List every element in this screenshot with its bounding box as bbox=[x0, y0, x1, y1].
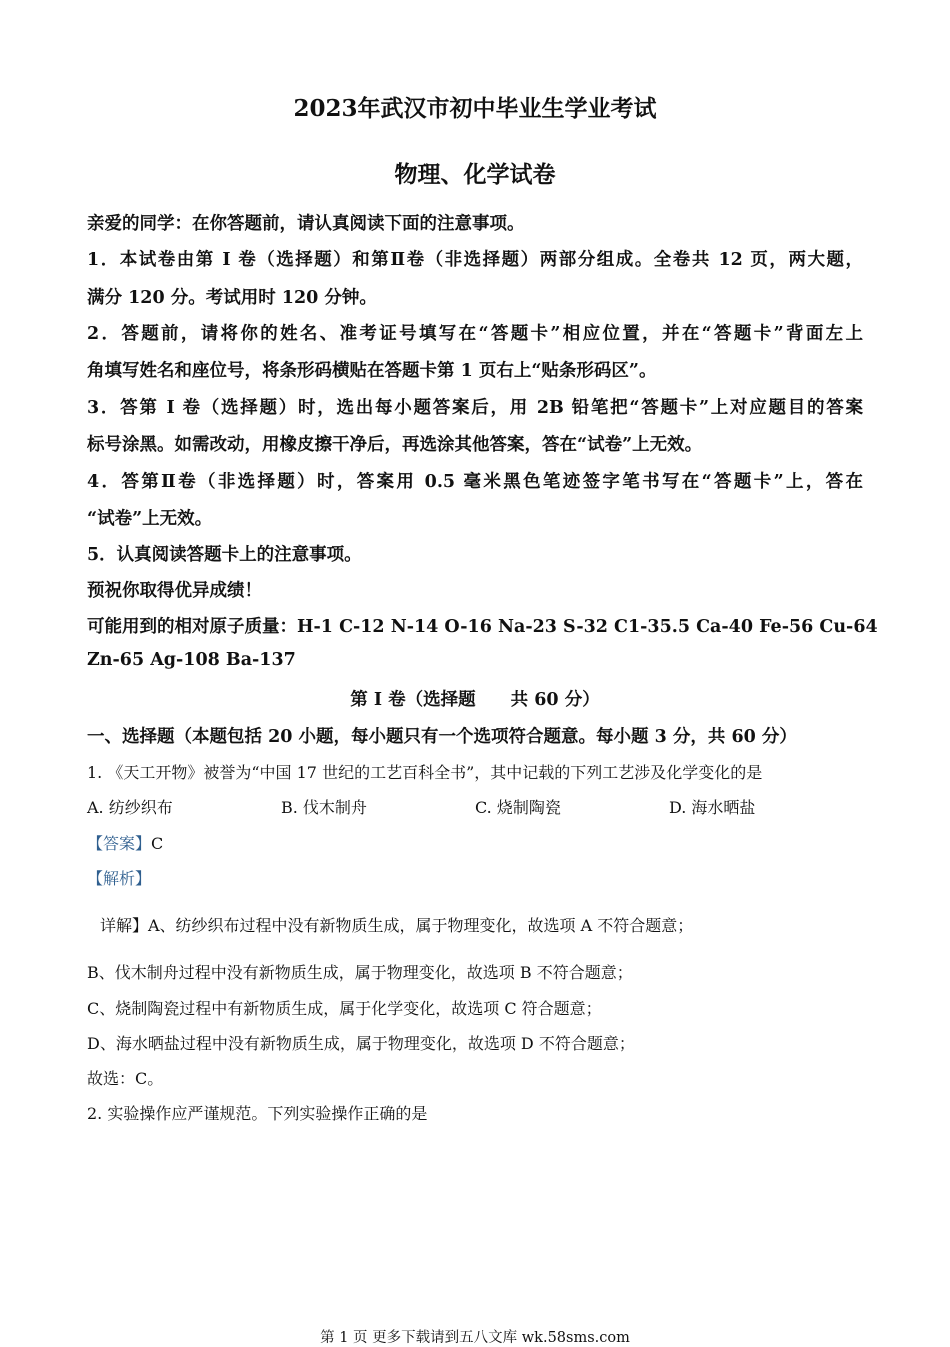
question-1-option-c: C. 烧制陶瓷 bbox=[475, 798, 561, 817]
note-5: 5．认真阅读答题卡上的注意事项。 bbox=[87, 545, 362, 565]
analysis-line-c: C、烧制陶瓷过程中有新物质生成，属于化学变化，故选项 C 符合题意； bbox=[87, 999, 602, 1018]
analysis-conclusion: 故选：C。 bbox=[87, 1069, 164, 1088]
note-4-line-2: “试卷”上无效。 bbox=[87, 509, 213, 529]
note-1-line-2: 满分 120 分。考试用时 120 分钟。 bbox=[87, 288, 377, 308]
question-1-stem: 1. 《天工开物》被誉为“中国 17 世纪的工艺百科全书”，其中记载的下列工艺涉及化学变化的是 bbox=[87, 763, 763, 782]
answer-row bbox=[87, 831, 163, 854]
answer-value: C bbox=[151, 834, 164, 853]
exam-subtitle: 物理、化学试卷 bbox=[394, 161, 556, 188]
question-2-stem: 2. 实验操作应严谨规范。下列实验操作正确的是 bbox=[87, 1104, 428, 1123]
note-1-line-1: 1．本试卷由第 I 卷（选择题）和第Ⅱ卷（非选择题）两部分组成。全卷共 12 页，两大题， bbox=[87, 250, 863, 270]
page-footer: 第 1 页 更多下载请到五八文库 wk.58sms.com bbox=[320, 1330, 630, 1346]
intro-text: 亲爱的同学：在你答题前，请认真阅读下面的注意事项。 bbox=[87, 214, 525, 234]
note-2-line-2: 角填写姓名和座位号，将条形码横贴在答题卡第 1 页右上“贴条形码区”。 bbox=[87, 361, 657, 381]
exam-title: 2023年武汉市初中毕业生学业考试 bbox=[293, 95, 657, 122]
part-heading: 一、选择题（本题包括 20 小题，每小题只有一个选项符合题意。每小题 3 分，共 60 分） bbox=[87, 727, 797, 747]
wish-text: 预祝你取得优异成绩！ bbox=[87, 581, 262, 601]
question-1-option-d: D. 海水晒盐 bbox=[669, 798, 756, 817]
note-3-line-2: 标号涂黑。如需改动，用橡皮擦干净后，再选涂其他答案，答在“试卷”上无效。 bbox=[87, 435, 703, 455]
question-1-option-a: A. 纺纱织布 bbox=[87, 798, 173, 817]
analysis-line-d: D、海水晒盐过程中没有新物质生成，属于物理变化，故选项 D 不符合题意； bbox=[87, 1034, 635, 1053]
atomic-mass-line-2: Zn-65 Ag-108 Ba-137 bbox=[87, 650, 296, 670]
analysis-detail: 详解】A、纺纱织布过程中没有新物质生成，属于物理变化，故选项 A 不符合题意； bbox=[100, 916, 694, 935]
analysis-line-b: B、伐木制舟过程中没有新物质生成，属于物理变化，故选项 B 不符合题意； bbox=[87, 963, 633, 982]
atomic-mass-line-1: 可能用到的相对原子质量：H-1 C-12 N-14 O-16 Na-23 S-32 C1-35.5 Ca-40 Fe-56 Cu-64 bbox=[87, 617, 878, 637]
analysis-tag: 【解析】 bbox=[87, 869, 152, 888]
note-3-line-1: 3．答第 I 卷（选择题）时，选出每小题答案后，用 2B 铅笔把“答题卡”上对应题目的答案 bbox=[87, 398, 863, 418]
question-1-option-b: B. 伐木制舟 bbox=[281, 798, 367, 817]
note-2-line-1: 2．答题前，请将你的姓名、准考证号填写在“答题卡”相应位置，并在“答题卡”背面左上 bbox=[87, 324, 863, 344]
answer-tag: 【答案】 bbox=[87, 834, 152, 853]
note-4-line-1: 4．答第Ⅱ卷（非选择题）时，答案用 0.5 毫米黑色笔迹签字笔书写在“答题卡”上，答在 bbox=[87, 472, 863, 492]
section-title: 第 I 卷（选择题 共 60 分） bbox=[350, 690, 600, 710]
